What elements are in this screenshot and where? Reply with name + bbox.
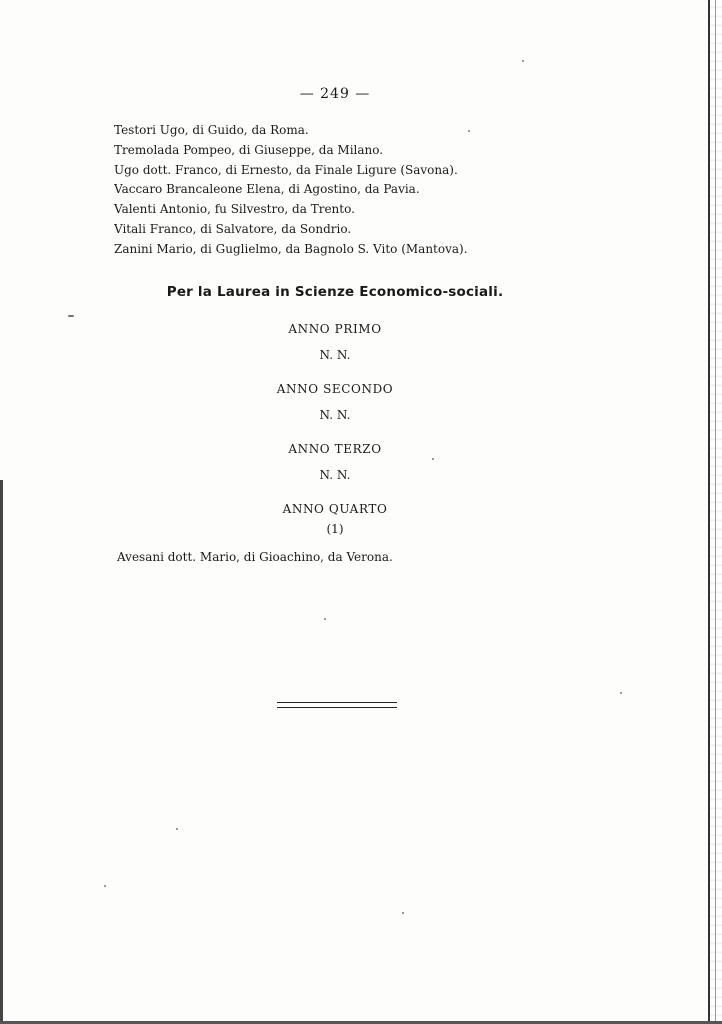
year-title: ANNO PRIMO — [288, 322, 382, 336]
scan-speck — [68, 315, 74, 317]
year-title: ANNO TERZO — [288, 442, 382, 456]
list-item: Tremolada Pompeo, di Giuseppe, da Milano. — [114, 142, 384, 157]
page-edge-left — [0, 480, 3, 1024]
page-number: — 249 — — [299, 86, 371, 102]
list-item: Testori Ugo, di Guido, da Roma. — [114, 123, 309, 137]
year-content: N. N. — [319, 468, 351, 482]
scan-speck — [432, 458, 434, 460]
page-edge-line — [715, 0, 716, 1024]
year-block-primo — [0, 320, 670, 364]
year-block-terzo — [0, 440, 670, 484]
scan-speck — [176, 828, 178, 830]
scan-speck — [522, 60, 524, 62]
final-entry: Avesani dott. Mario, di Gioachino, da Verona. — [117, 550, 393, 564]
footnote-marker: (1) — [326, 522, 344, 536]
student-list — [114, 121, 468, 260]
list-item: Vitali Franco, di Salvatore, da Sondrio. — [114, 221, 352, 236]
scan-speck — [468, 130, 470, 132]
list-item: Zanini Mario, di Guglielmo, da Bagnolo S. Vito (Mantova). — [114, 241, 468, 256]
year-title: ANNO QUARTO — [282, 502, 388, 516]
scan-speck — [402, 912, 404, 914]
year-title: ANNO SECONDO — [276, 382, 394, 396]
end-rule-divider — [277, 702, 397, 708]
section-heading: Per la Laurea in Scienze Economico-sociali. — [166, 284, 504, 300]
year-content: N. N. — [319, 348, 351, 362]
scan-speck — [324, 618, 326, 620]
list-item: Vaccaro Brancaleone Elena, di Agostino, da Pavia. — [114, 182, 420, 197]
year-block-secondo — [0, 380, 670, 424]
scan-speck — [620, 692, 622, 694]
list-item: Ugo dott. Franco, di Ernesto, da Finale Ligure (Savona). — [114, 162, 458, 177]
year-block-quarto — [0, 500, 670, 538]
scan-speck — [104, 885, 106, 887]
list-item: Valenti Antonio, fu Silvestro, da Trento. — [114, 202, 355, 217]
year-content: N. N. — [319, 408, 351, 422]
